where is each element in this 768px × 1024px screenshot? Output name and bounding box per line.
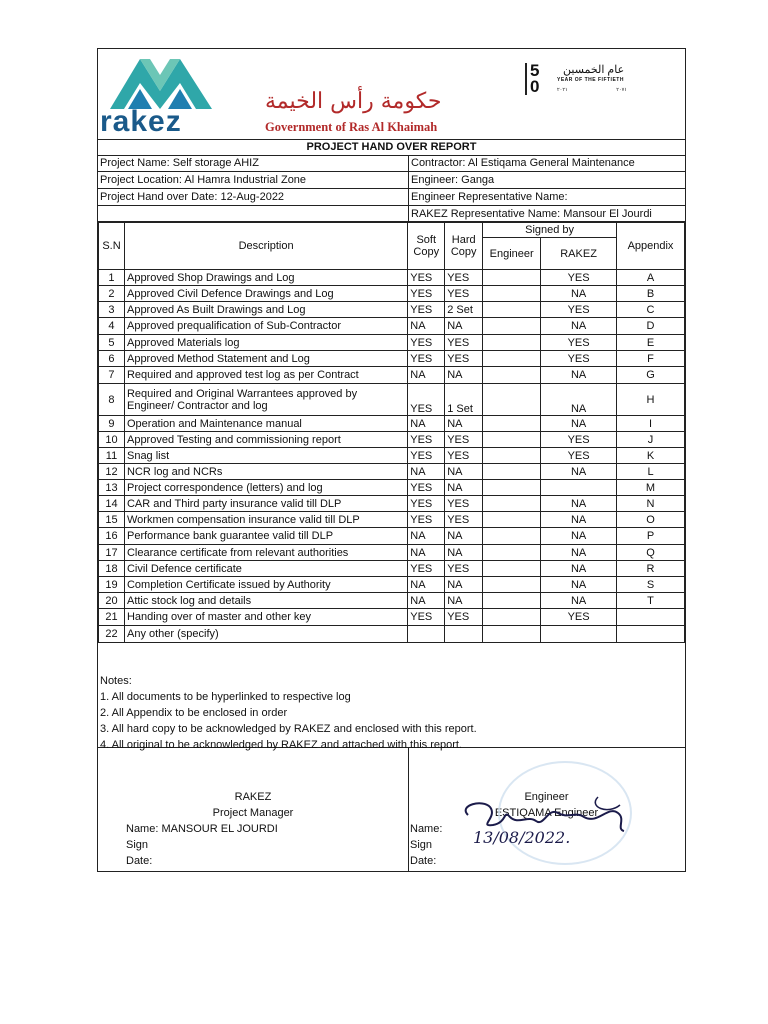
row-description: Required and approved test log as per Contract [124, 367, 407, 384]
signoff-role: Project Manager [212, 807, 294, 819]
row-sn: 9 [99, 416, 125, 432]
signoff-name: Name: MANSOUR EL JOURDI [126, 823, 278, 835]
row-engineer-sign [483, 432, 541, 448]
row-description: Approved Testing and commissioning report [124, 432, 407, 448]
row-sn: 15 [99, 512, 125, 528]
row-engineer-sign [483, 577, 541, 593]
row-hard-copy: NA [445, 593, 483, 609]
row-engineer-sign [483, 626, 541, 643]
row-hard-copy: YES [445, 351, 483, 367]
header-soft-copy: Soft Copy [408, 222, 445, 270]
header-appendix: Appendix [617, 222, 685, 270]
table-row [99, 528, 685, 545]
row-description: Performance bank guarantee valid till DLP [124, 528, 407, 545]
fifty-english: YEAR OF THE FIFTIETH [557, 77, 624, 83]
notes-heading: Notes: [100, 675, 132, 687]
row-hard-copy: 1 Set [445, 384, 483, 416]
table-row [99, 464, 685, 480]
row-engineer-sign [483, 335, 541, 351]
row-description: Any other (specify) [124, 626, 407, 643]
signoff-date: Date: [126, 855, 153, 867]
row-rakez-sign: NA [541, 561, 617, 577]
row-soft-copy: NA [408, 318, 445, 335]
row-description: Clearance certificate from relevant authorities [124, 545, 407, 561]
row-appendix: F [617, 351, 685, 367]
row-description: Snag list [124, 448, 407, 464]
header-signed-by: Signed by [483, 222, 617, 238]
row-engineer-sign [483, 609, 541, 626]
row-hard-copy: NA [445, 480, 483, 496]
row-soft-copy: NA [408, 577, 445, 593]
row-rakez-sign: NA [541, 464, 617, 480]
row-appendix: I [617, 416, 685, 432]
row-description: Approved Method Statement and Log [124, 351, 407, 367]
signoff-org: RAKEZ [234, 791, 272, 803]
row-rakez-sign [541, 626, 617, 643]
row-sn: 5 [99, 335, 125, 351]
row-appendix: M [617, 480, 685, 496]
row-hard-copy: NA [445, 464, 483, 480]
row-appendix: L [617, 464, 685, 480]
rakez-signoff [98, 747, 409, 871]
row-sn: 7 [99, 367, 125, 384]
table-row [99, 593, 685, 609]
letterhead [98, 49, 685, 140]
row-rakez-sign: YES [541, 609, 617, 626]
row-description: Handing over of master and other key [124, 609, 407, 626]
note-item: 1. All documents to be hyperlinked to respective log [100, 691, 351, 703]
row-hard-copy: YES [445, 270, 483, 286]
row-soft-copy: YES [408, 448, 445, 464]
table-row [99, 351, 685, 367]
fifty-years: ٢٠٢١ ٢٠٧١ [557, 87, 627, 93]
engineer-sign: Sign [410, 839, 433, 851]
report-title: PROJECT HAND OVER REPORT [98, 139, 685, 156]
row-engineer-sign [483, 351, 541, 367]
row-description: NCR log and NCRs [124, 464, 407, 480]
row-soft-copy: NA [408, 464, 445, 480]
row-rakez-sign: NA [541, 528, 617, 545]
row-rakez-sign: NA [541, 384, 617, 416]
row-engineer-sign [483, 561, 541, 577]
row-sn: 14 [99, 496, 125, 512]
note-item: 3. All hard copy to be acknowledged by RAKEZ and enclosed with this report. [100, 723, 477, 735]
row-appendix: K [617, 448, 685, 464]
row-sn: 10 [99, 432, 125, 448]
row-description: Civil Defence certificate [124, 561, 407, 577]
row-sn: 2 [99, 286, 125, 302]
project-name: Project Name: Self storage AHIZ [100, 157, 259, 169]
row-soft-copy: YES [408, 561, 445, 577]
row-rakez-sign: YES [541, 432, 617, 448]
row-sn: 11 [99, 448, 125, 464]
row-soft-copy: YES [408, 512, 445, 528]
row-rakez-sign: NA [541, 496, 617, 512]
table-row [99, 448, 685, 464]
header-rakez: RAKEZ [541, 238, 617, 270]
row-soft-copy: YES [408, 302, 445, 318]
row-description: Approved Shop Drawings and Log [124, 270, 407, 286]
row-description: Completion Certificate issued by Authority [124, 577, 407, 593]
row-engineer-sign [483, 528, 541, 545]
row-rakez-sign: YES [541, 302, 617, 318]
row-hard-copy: YES [445, 496, 483, 512]
table-row [99, 432, 685, 448]
row-engineer-sign [483, 270, 541, 286]
row-soft-copy: YES [408, 609, 445, 626]
row-engineer-sign [483, 480, 541, 496]
row-sn: 19 [99, 577, 125, 593]
row-sn: 6 [99, 351, 125, 367]
row-description: Approved Civil Defence Drawings and Log [124, 286, 407, 302]
row-appendix [617, 609, 685, 626]
row-engineer-sign [483, 448, 541, 464]
row-appendix: D [617, 318, 685, 335]
note-item: 2. All Appendix to be enclosed in order [100, 707, 288, 719]
row-rakez-sign: NA [541, 512, 617, 528]
row-description: Approved As Built Drawings and Log [124, 302, 407, 318]
row-hard-copy [445, 626, 483, 643]
handover-report-sheet [97, 48, 686, 872]
row-rakez-sign: NA [541, 367, 617, 384]
row-appendix: O [617, 512, 685, 528]
table-row [99, 480, 685, 496]
table-row [99, 626, 685, 643]
row-appendix [617, 626, 685, 643]
row-rakez-sign: YES [541, 335, 617, 351]
row-rakez-sign: NA [541, 545, 617, 561]
row-engineer-sign [483, 593, 541, 609]
row-appendix: P [617, 528, 685, 545]
header-description: Description [124, 222, 407, 270]
row-sn: 8 [99, 384, 125, 416]
row-description: Required and Original Warrantees approved by Engineer/ Contractor and log [124, 384, 407, 416]
rakez-logo-icon [100, 51, 220, 111]
contractor: Contractor: Al Estiqama General Maintenance [411, 157, 635, 169]
row-soft-copy: YES [408, 270, 445, 286]
row-engineer-sign [483, 318, 541, 335]
row-soft-copy: YES [408, 480, 445, 496]
row-appendix: G [617, 367, 685, 384]
row-sn: 21 [99, 609, 125, 626]
info-row-3 [98, 189, 685, 206]
table-row [99, 545, 685, 561]
row-sn: 3 [99, 302, 125, 318]
engineer-representative: Engineer Representative Name: [411, 191, 568, 203]
notes-section [98, 659, 685, 751]
row-soft-copy: YES [408, 384, 445, 416]
row-hard-copy: NA [445, 545, 483, 561]
info-row-1 [98, 155, 685, 172]
row-appendix: R [617, 561, 685, 577]
table-row [99, 286, 685, 302]
row-rakez-sign: NA [541, 416, 617, 432]
row-hard-copy: YES [445, 561, 483, 577]
government-arabic-name: حكومة رأس الخيمة [265, 89, 442, 114]
table-row [99, 577, 685, 593]
row-hard-copy: YES [445, 448, 483, 464]
row-soft-copy: NA [408, 545, 445, 561]
table-row [99, 335, 685, 351]
row-soft-copy: NA [408, 528, 445, 545]
table-row [99, 609, 685, 626]
header-sn: S.N [99, 222, 125, 270]
rakez-representative: RAKEZ Representative Name: Mansour El Jourdi [411, 208, 652, 220]
row-hard-copy: NA [445, 367, 483, 384]
table-row [99, 416, 685, 432]
row-engineer-sign [483, 384, 541, 416]
row-rakez-sign: YES [541, 351, 617, 367]
row-engineer-sign [483, 512, 541, 528]
row-engineer-sign [483, 367, 541, 384]
table-row [99, 512, 685, 528]
row-hard-copy: YES [445, 286, 483, 302]
row-appendix: E [617, 335, 685, 351]
info-row-2 [98, 172, 685, 189]
row-soft-copy: YES [408, 432, 445, 448]
row-appendix: A [617, 270, 685, 286]
row-rakez-sign: YES [541, 270, 617, 286]
signoff-sign: Sign [126, 839, 149, 851]
row-engineer-sign [483, 302, 541, 318]
engineer-org: ESTIQAMA Engineer [494, 807, 599, 819]
row-description: Approved prequalification of Sub-Contractor [124, 318, 407, 335]
row-soft-copy: NA [408, 367, 445, 384]
row-soft-copy: YES [408, 335, 445, 351]
row-engineer-sign [483, 286, 541, 302]
year-of-fiftieth-logo [523, 63, 633, 103]
engineer: Engineer: Ganga [411, 174, 495, 186]
row-sn: 17 [99, 545, 125, 561]
row-description: Attic stock log and details [124, 593, 407, 609]
table-row [99, 302, 685, 318]
handover-date: Project Hand over Date: 12-Aug-2022 [100, 191, 285, 203]
row-engineer-sign [483, 464, 541, 480]
row-appendix: H [617, 384, 685, 416]
note-item: 4. All original to be acknowledged by RAKEZ and attached with this report. [100, 739, 462, 751]
table-row [99, 367, 685, 384]
row-description: Approved Materials log [124, 335, 407, 351]
row-appendix: B [617, 286, 685, 302]
row-hard-copy: NA [445, 416, 483, 432]
row-rakez-sign: YES [541, 448, 617, 464]
table-row [99, 318, 685, 335]
row-appendix: N [617, 496, 685, 512]
row-appendix: S [617, 577, 685, 593]
row-sn: 20 [99, 593, 125, 609]
engineer-title: Engineer [524, 791, 569, 803]
row-sn: 18 [99, 561, 125, 577]
row-hard-copy: NA [445, 528, 483, 545]
engineer-signoff [408, 747, 685, 871]
government-english-name: Government of Ras Al Khaimah [265, 120, 438, 134]
rakez-logo-text: rakez [100, 105, 182, 138]
row-sn: 4 [99, 318, 125, 335]
row-soft-copy: YES [408, 286, 445, 302]
row-appendix: T [617, 593, 685, 609]
row-rakez-sign: NA [541, 318, 617, 335]
header-hard-copy: Hard Copy [445, 222, 483, 270]
row-sn: 12 [99, 464, 125, 480]
row-engineer-sign [483, 545, 541, 561]
row-hard-copy: 2 Set [445, 302, 483, 318]
table-row [99, 384, 685, 416]
row-appendix: C [617, 302, 685, 318]
row-description: Project correspondence (letters) and log [124, 480, 407, 496]
handwritten-date: 13/08/2022. [473, 828, 571, 847]
row-hard-copy: YES [445, 335, 483, 351]
row-sn: 22 [99, 626, 125, 643]
row-hard-copy: NA [445, 577, 483, 593]
fifty-number: 5 0 [525, 63, 539, 95]
row-engineer-sign [483, 496, 541, 512]
row-hard-copy: NA [445, 318, 483, 335]
row-soft-copy: YES [408, 496, 445, 512]
row-sn: 13 [99, 480, 125, 496]
row-sn: 1 [99, 270, 125, 286]
row-hard-copy: YES [445, 512, 483, 528]
row-hard-copy: YES [445, 432, 483, 448]
row-soft-copy: YES [408, 351, 445, 367]
row-rakez-sign: NA [541, 593, 617, 609]
row-sn: 16 [99, 528, 125, 545]
row-hard-copy: YES [445, 609, 483, 626]
table-row [99, 270, 685, 286]
row-rakez-sign: NA [541, 577, 617, 593]
row-rakez-sign: NA [541, 286, 617, 302]
row-engineer-sign [483, 416, 541, 432]
fifty-arabic: عام الخمسين [563, 64, 625, 76]
row-soft-copy: NA [408, 416, 445, 432]
project-location: Project Location: Al Hamra Industrial Zone [100, 174, 307, 186]
table-row [99, 496, 685, 512]
handover-items-table [98, 221, 685, 643]
table-row [99, 561, 685, 577]
row-description: CAR and Third party insurance valid till DLP [124, 496, 407, 512]
row-description: Operation and Maintenance manual [124, 416, 407, 432]
row-soft-copy [408, 626, 445, 643]
row-rakez-sign [541, 480, 617, 496]
row-appendix: J [617, 432, 685, 448]
row-soft-copy: NA [408, 593, 445, 609]
engineer-date: Date: [410, 855, 437, 867]
header-engineer: Engineer [483, 238, 541, 270]
row-appendix: Q [617, 545, 685, 561]
engineer-name: Name: [410, 823, 443, 835]
row-description: Workmen compensation insurance valid till DLP [124, 512, 407, 528]
